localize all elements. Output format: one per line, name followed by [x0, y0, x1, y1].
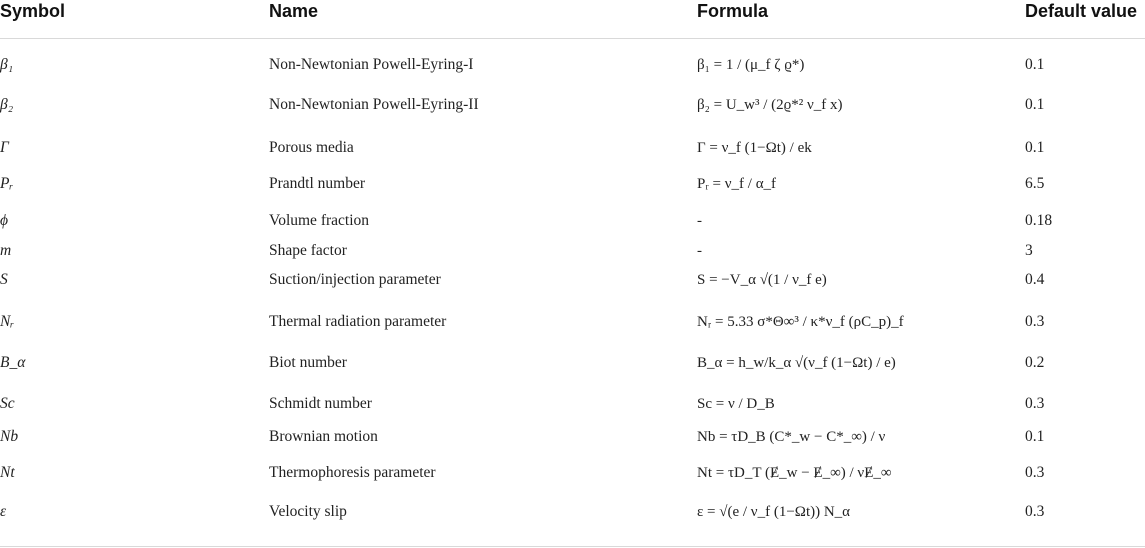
- cell-symbol: Nb: [0, 428, 19, 445]
- cell-default-value: 3: [1025, 242, 1033, 259]
- cell-formula: S = −V_α √(1 / ν_f e): [697, 272, 827, 288]
- cell-name: Porous media: [269, 139, 354, 156]
- cell-default-value: 0.1: [1025, 428, 1045, 445]
- header-symbol: Symbol: [0, 1, 66, 21]
- cell-default-value: 0.3: [1025, 395, 1045, 412]
- cell-default-value: 0.1: [1025, 56, 1045, 73]
- cell-formula: Sc = ν / D_B: [697, 396, 775, 412]
- cell-symbol: Sc: [0, 395, 15, 412]
- cell-default-value: 0.4: [1025, 271, 1045, 288]
- cell-symbol: m: [0, 242, 12, 259]
- cell-symbol: β₁: [0, 56, 14, 73]
- cell-default-value: 0.18: [1025, 212, 1053, 229]
- cell-default-value: 0.1: [1025, 139, 1045, 156]
- cell-name: Prandtl number: [269, 175, 365, 192]
- cell-symbol: ϕ: [0, 212, 9, 229]
- cell-formula: Γ = ν_f (1−Ωt) / ek: [697, 140, 812, 156]
- cell-name: Biot number: [269, 354, 347, 371]
- header-formula: Formula: [697, 1, 769, 21]
- cell-symbol: β₂: [0, 96, 14, 113]
- header-default-value: Default value: [1025, 1, 1138, 21]
- cell-formula: Nt = τD_T (Ɇ_w − Ɇ_∞) / νɆ_∞: [697, 465, 892, 481]
- cell-name: Shape factor: [269, 242, 347, 259]
- cell-name: Non-Newtonian Powell-Eyring-I: [269, 56, 474, 73]
- cell-formula: β₁ = 1 / (μ_f ζ ϱ*): [697, 57, 805, 73]
- cell-formula: Pᵣ = ν_f / α_f: [697, 176, 777, 192]
- cell-symbol: ε: [0, 503, 7, 520]
- cell-formula: ε = √(e / ν_f (1−Ωt)) N_α: [697, 504, 851, 520]
- cell-default-value: 0.2: [1025, 354, 1045, 371]
- cell-formula: β₂ = U_w³ / (2ϱ*² ν_f x): [697, 97, 843, 113]
- cell-symbol: B_α: [0, 354, 26, 371]
- header-divider: [0, 38, 1145, 39]
- cell-formula: B_α = h_w/k_α √(ν_f (1−Ωt) / e): [697, 355, 896, 371]
- cell-formula: -: [697, 243, 702, 259]
- cell-symbol: Pᵣ: [0, 175, 14, 192]
- cell-symbol: Nᵣ: [0, 313, 15, 330]
- cell-default-value: 6.5: [1025, 175, 1045, 192]
- cell-symbol: Nt: [0, 464, 15, 481]
- cell-name: Velocity slip: [269, 503, 347, 520]
- cell-name: Thermal radiation parameter: [269, 313, 447, 330]
- cell-formula: -: [697, 213, 702, 229]
- cell-name: Suction/injection parameter: [269, 271, 441, 288]
- cell-default-value: 0.3: [1025, 313, 1045, 330]
- cell-name: Volume fraction: [269, 212, 370, 229]
- cell-symbol: S: [0, 271, 8, 288]
- cell-default-value: 0.3: [1025, 503, 1045, 520]
- table-header: [0, 0, 1145, 38]
- cell-symbol: Γ: [0, 139, 9, 156]
- cell-default-value: 0.3: [1025, 464, 1045, 481]
- cell-formula: Nᵣ = 5.33 σ*Θ∞³ / κ*ν_f (ρC_p)_f: [697, 314, 904, 330]
- bottom-divider: [0, 546, 1145, 547]
- cell-formula: Nb = τD_B (C*_w − C*_∞) / ν: [697, 429, 886, 445]
- cell-name: Schmidt number: [269, 395, 372, 412]
- cell-name: Brownian motion: [269, 428, 378, 445]
- cell-default-value: 0.1: [1025, 96, 1045, 113]
- cell-name: Non-Newtonian Powell-Eyring-II: [269, 96, 479, 113]
- cell-name: Thermophoresis parameter: [269, 464, 436, 481]
- header-name: Name: [269, 1, 319, 21]
